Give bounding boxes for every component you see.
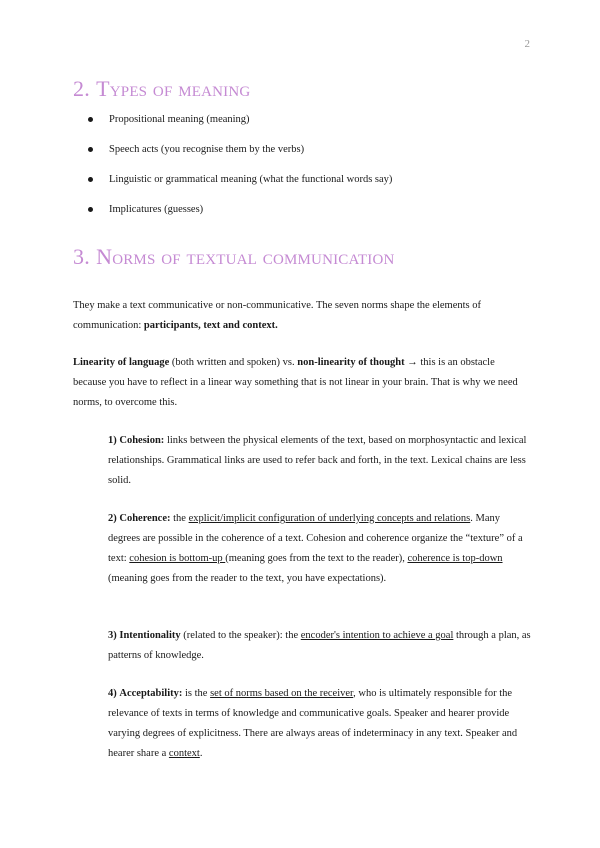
norm-underlined: explicit/implicit configuration of underlying concepts and relations: [188, 513, 471, 524]
meaning-types-list: [78, 110, 538, 230]
norm-text: links between the physical elements of the text, based on morphosyntactic and lexical relationships. Grammatical links are used to refer back and forth, in the text. Lexical chains are less solid.: [108, 435, 527, 486]
bullet-icon: [88, 177, 93, 182]
norm-acceptability: [108, 684, 533, 764]
list-item: [78, 140, 538, 170]
norm-cohesion: [108, 431, 533, 491]
section-heading-types-of-meaning: [73, 76, 250, 103]
norm-name: Intentionality: [119, 630, 181, 641]
norm-underlined: coherence is top-down: [407, 553, 503, 564]
intro-text: They make a text communicative or non-communicative. The seven norms shape the elements of communication:: [73, 300, 482, 331]
list-item: [78, 110, 538, 140]
norm-number: 2): [108, 513, 117, 524]
linearity-bold-1: Linearity of language: [73, 357, 170, 368]
heading-number: 3.: [73, 244, 90, 269]
list-item-text: Propositional meaning (meaning): [109, 114, 250, 125]
page-number: 2: [524, 38, 530, 50]
intro-paragraph: [73, 296, 523, 336]
norm-text: . Many degrees are possible in the coherence of a text. Cohesion and coherence organize the “texture” of a text:: [108, 513, 523, 564]
norm-text: , who is ultimately responsible for the relevance of texts in terms of knowledge and communicative goals. Speaker and hearer provide varying degrees of explicitness. There are always areas of indeterminacy in any text. Speaker and hearer share a: [108, 688, 518, 759]
norm-text: (related to the speaker): the: [180, 630, 301, 641]
norm-text: (meaning goes from the text to the reader),: [225, 553, 408, 564]
norm-name: Cohesion:: [119, 435, 165, 446]
list-item: [78, 200, 538, 230]
norm-name: Acceptability:: [119, 688, 183, 699]
norm-coherence: [108, 509, 533, 589]
list-item-text: Implicatures (guesses): [109, 204, 204, 215]
norm-intentionality: [108, 626, 533, 666]
heading-number: 2.: [73, 76, 90, 101]
norm-underlined: cohesion is bottom-up: [129, 553, 226, 564]
norm-number: 1): [108, 435, 117, 446]
norm-text: .: [199, 748, 203, 759]
linearity-paragraph: [73, 353, 528, 413]
list-item-text: Speech acts (you recognise them by the verbs): [109, 144, 305, 155]
linearity-text-1: (both written and spoken) vs.: [169, 357, 298, 368]
heading-title: Types of meaning: [96, 76, 251, 101]
norm-number: 3): [108, 630, 117, 641]
intro-bold: participants, text and context.: [143, 320, 278, 331]
norm-name: Coherence:: [119, 513, 171, 524]
linearity-bold-2: non-linearity of thought →: [297, 357, 418, 368]
bullet-icon: [88, 147, 93, 152]
bullet-icon: [88, 117, 93, 122]
section-heading-norms: [73, 244, 395, 271]
list-item-text: Linguistic or grammatical meaning (what the functional words say): [109, 174, 393, 185]
norm-underlined: set of norms based on the receiver: [210, 688, 354, 699]
list-item: [78, 170, 538, 200]
norm-underlined: encoder's intention to achieve a goal: [300, 630, 454, 641]
bullet-icon: [88, 207, 93, 212]
norm-text: (meaning goes from the reader to the text, you have expectations).: [108, 573, 387, 584]
heading-title: Norms of textual communication: [96, 244, 395, 269]
norm-underlined: context: [168, 748, 200, 759]
norm-text: is the: [182, 688, 211, 699]
linearity-text-2: this is an obstacle because you have to reflect in a linear way something that is not linear in your brain. That is why we need norms, to overcome this.: [73, 357, 518, 408]
norm-text: through a plan, as patterns of knowledge.: [108, 630, 531, 661]
norm-text: the: [170, 513, 189, 524]
norm-number: 4): [108, 688, 117, 699]
